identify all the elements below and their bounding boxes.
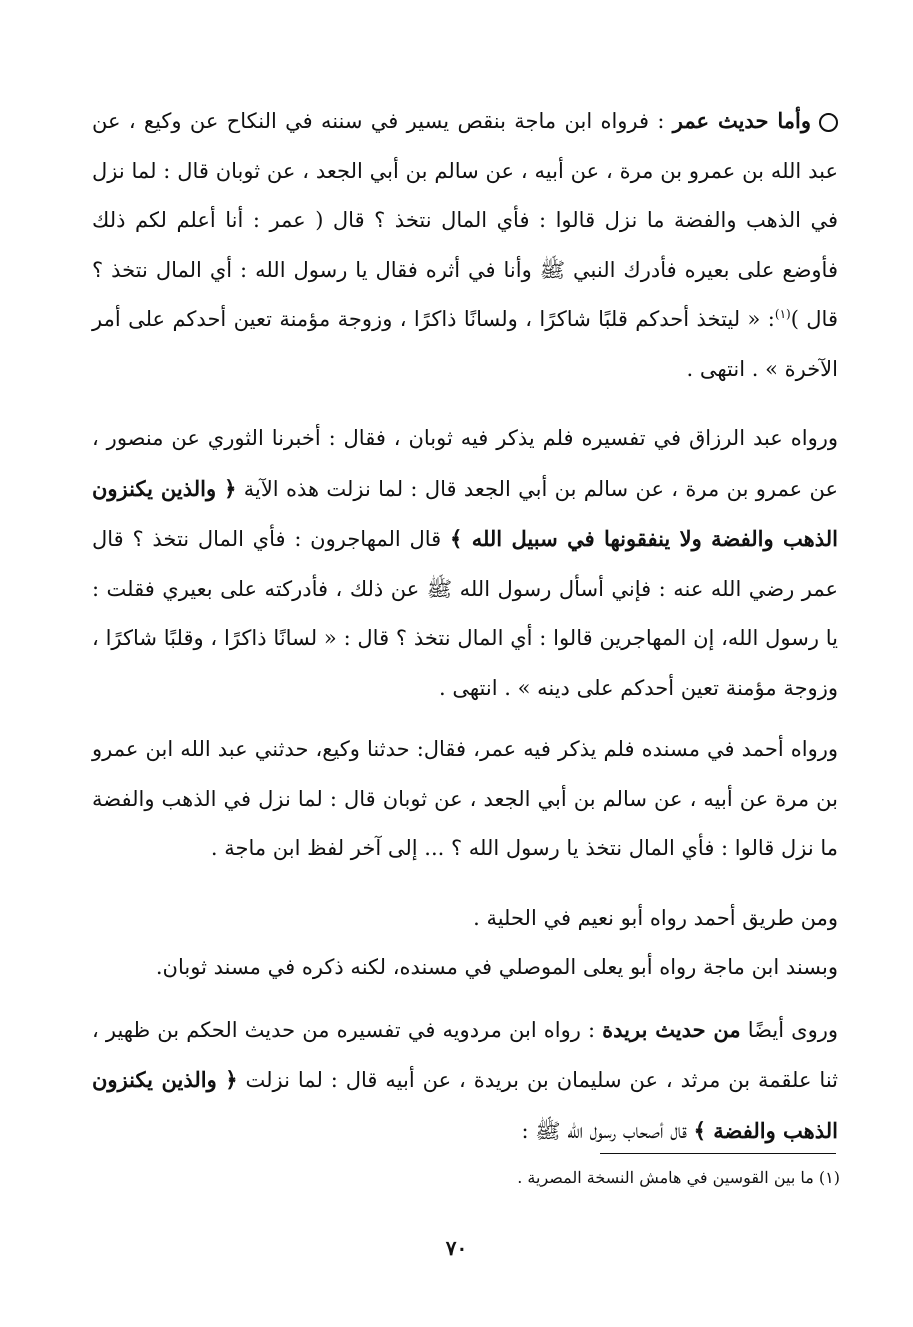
paragraph-text: وروى أيضًا [747, 1017, 838, 1042]
footnote-separator [600, 1153, 836, 1154]
paragraph-umar-hadith [92, 96, 838, 394]
paragraph-text: ومن طريق أحمد رواه أبو نعيم في الحلية . [473, 905, 838, 930]
footnote-reference[interactable]: (١) [774, 307, 791, 321]
section-lead-umar: وأما حديث عمر [672, 108, 811, 133]
paragraph-text-tail: : « ليتخذ أحدكم قلبًا شاكرًا ، ولسانًا ذاكرًا ، وزوجة مؤمنة تعين أحدكم على أمر الآخرة » . انتهى . [92, 307, 838, 381]
paragraph-abu-nuaym [92, 894, 838, 944]
footnote: (١) ما بين القوسين في هامش النسخة المصرية . [517, 1168, 840, 1187]
circle-bullet-icon [819, 113, 838, 132]
quran-verse: ﴿ والذين يكنزون الذهب والفضة ولا ينفقونها في سبيل الله ﴾ [92, 475, 838, 551]
paragraph-text-cont: قال المهاجرون : فأي المال نتخذ ؟ قال عمر رضي الله عنه : فإني أسأل رسول الله ﷺ عن ذلك ، فأدركته على بعيري فقلت : يا رسول الله، إن المهاجرين قالوا : أي المال نتخذ ؟ قال : « لسانًا ذاكرًا ، وقلبًا شاكرًا ، وزوجة مؤمنة تعين أحدكم على دينه » . انتهى . [92, 527, 838, 700]
paragraph-ahmad [92, 725, 838, 874]
paragraph-text-tail: قال أصحاب رسول الله ﷺ : [521, 1118, 687, 1143]
paragraph-text: ورواه أحمد في مسنده فلم يذكر فيه عمر، فقال: حدثنا وكيع، حدثني عبد الله ابن عمرو بن مرة عن أبيه ، عن سالم بن أبي الجعد ، عن ثوبان قال : لما نزل في الذهب والفضة ما نزل قالوا : فأي المال نتخذ يا رسول الله ؟ ... إلى آخر لفظ ابن ماجة . [92, 737, 838, 860]
paragraph-abdurrazzaq [92, 414, 838, 713]
paragraph-buraydah [92, 1005, 838, 1157]
paragraph-text: ورواه عبد الرزاق في تفسيره فلم يذكر فيه ثوبان ، فقال : أخبرنا الثوري عن منصور ، عن عمرو بن مرة ، عن سالم بن أبي الجعد قال : لما نزلت هذه الآية [92, 426, 838, 501]
main-text [92, 96, 838, 1156]
paragraph-text: : فرواه ابن ماجة بنقص يسير في سننه في النكاح عن وكيع ، عن عبد الله بن عمرو بن مرة ، عن أبيه ، عن سالم بن أبي الجعد ، عن ثوبان قال : لما نزل في الذهب والفضة ما نزل قالوا : فأي المال نتخذ ؟ قال ( عمر : أنا أعلم لكم ذلك فأوضع على بعيره فأدرك النبي ﷺ وأنا في أثره فقال يا رسول الله : أي المال نتخذ ؟ قال ) [92, 109, 838, 331]
paragraph-text: وبسند ابن ماجة رواه أبو يعلى الموصلي في مسنده، لكنه ذكره في مسند ثوبان. [155, 955, 838, 979]
paragraph-abu-yala [92, 943, 838, 993]
page-number: ٧٠ [445, 1236, 468, 1260]
section-lead-buraydah: من حديث بريدة [602, 1016, 741, 1042]
quran-verse: ﴿ والذين يكنزون الذهب والفضة ﴾ [92, 1067, 838, 1143]
paragraph-text-cont: : رواه ابن مردويه في تفسيره من حديث الحكم بن ظهير ، ثنا علقمة بن مرثد ، عن سليمان بن بريدة ، عن أبيه قال : لما نزلت [92, 1017, 839, 1092]
